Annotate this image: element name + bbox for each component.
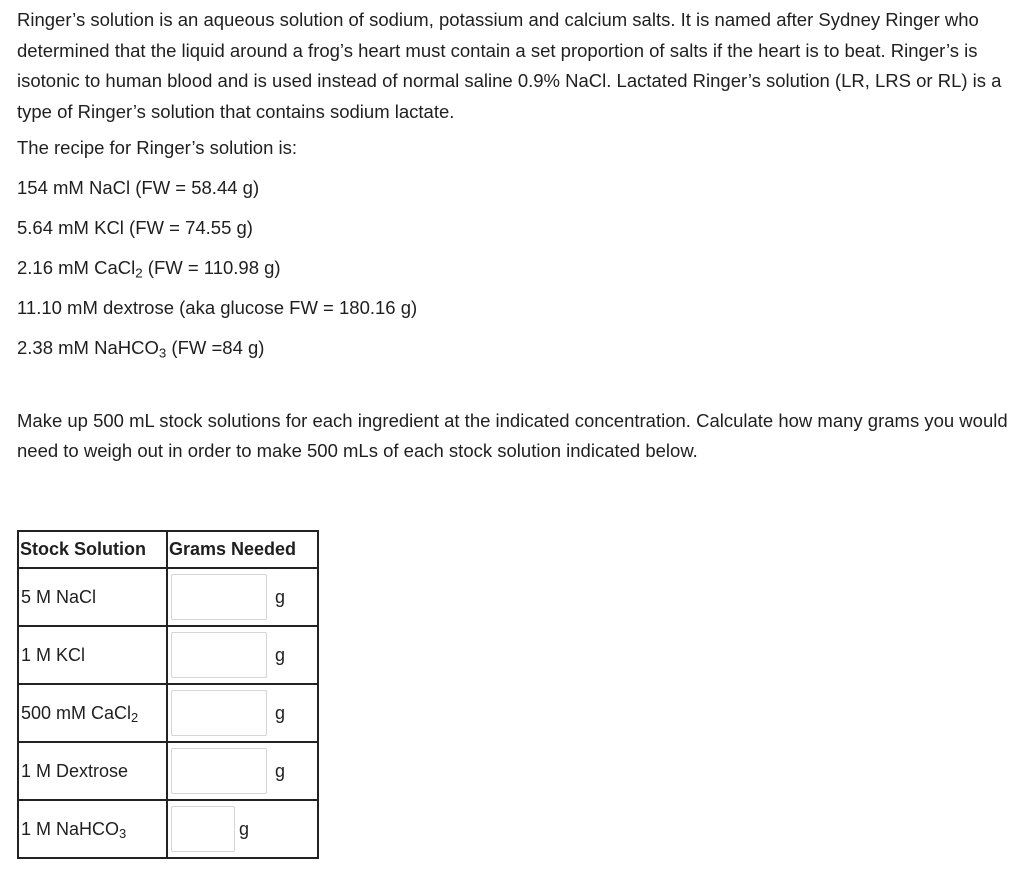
recipe-line-nahco3 (17, 337, 1017, 359)
stock-solution-cell (19, 801, 168, 857)
grams-needed-cell (168, 569, 317, 627)
subscript: 3 (119, 825, 127, 841)
stock-solution-table (17, 530, 319, 859)
table-row (19, 685, 317, 743)
recipe-text: 154 mM NaCl (FW = 58.44 g) (17, 177, 260, 198)
stock-solution-name: 500 mM CaCl (21, 702, 132, 723)
answer-input[interactable] (171, 690, 267, 736)
answer-input[interactable] (171, 574, 267, 620)
grams-needed-cell (168, 685, 317, 743)
recipe-line-cacl2 (17, 257, 1017, 279)
subscript: 2 (131, 709, 139, 725)
stock-solution-name: 1 M NaHCO (21, 818, 120, 839)
grams-needed-cell (168, 627, 317, 685)
table-row (19, 801, 317, 857)
subscript: 3 (158, 345, 167, 361)
unit-label: g (239, 818, 250, 839)
stock-solution-cell (19, 685, 168, 743)
answer-input[interactable] (171, 806, 235, 852)
unit-label: g (275, 644, 286, 665)
document-body (17, 0, 1017, 466)
task-paragraph: Make up 500 mL stock solutions for each ingredient at the indicated concentration. Calculate how many grams you would need to weigh out in order to make 500 mLs of each stock solution indicated below. (17, 410, 1008, 461)
recipe-text: 11.10 mM dextrose (aka glucose FW = 180.16 g) (17, 297, 418, 318)
recipe-text: 5.64 mM KCl (FW = 74.55 g) (17, 217, 253, 238)
table-row (19, 743, 317, 801)
recipe-line-dextrose (17, 297, 1017, 319)
table-row (19, 569, 317, 627)
header-stock-solution: Stock Solution (19, 532, 168, 569)
grams-needed-cell (168, 743, 317, 801)
unit-label: g (275, 586, 286, 607)
stock-solution-name: 5 M NaCl (21, 586, 97, 607)
recipe-text: 2.38 mM NaHCO (17, 337, 159, 358)
unit-label: g (275, 760, 286, 781)
stock-solution-cell (19, 569, 168, 627)
stock-solution-name: 1 M Dextrose (21, 760, 129, 781)
header-grams-needed: Grams Needed (168, 532, 317, 569)
stock-solution-name: 1 M KCl (21, 644, 86, 665)
recipe-text: (FW =84 g) (166, 337, 265, 358)
recipe-line-kcl (17, 217, 1017, 239)
unit-label: g (275, 702, 286, 723)
recipe-lead: The recipe for Ringer’s solution is: (17, 137, 298, 158)
intro-paragraph: Ringer’s solution is an aqueous solution of sodium, potassium and calcium salts. It is named after Sydney Ringer who determined that the liquid around a frog’s heart must contain a set proportion of salts if the heart is to beat. Ringer’s is isotonic to human blood and is used instead of normal saline 0.9% NaCl. Lactated Ringer’s solution (LR, LRS or RL) is a type of Ringer’s solution that contains sodium lactate. (17, 9, 1002, 122)
answer-input[interactable] (171, 748, 267, 794)
table-row (19, 627, 317, 685)
stock-solution-cell (19, 743, 168, 801)
subscript: 2 (135, 265, 143, 281)
recipe-text: 2.16 mM CaCl (17, 257, 136, 278)
answer-input[interactable] (171, 632, 267, 678)
recipe-text: (FW = 110.98 g) (142, 257, 281, 278)
grams-needed-cell (168, 801, 317, 857)
recipe-line-nacl (17, 177, 1017, 199)
table-header-row (19, 532, 317, 569)
stock-solution-cell (19, 627, 168, 685)
